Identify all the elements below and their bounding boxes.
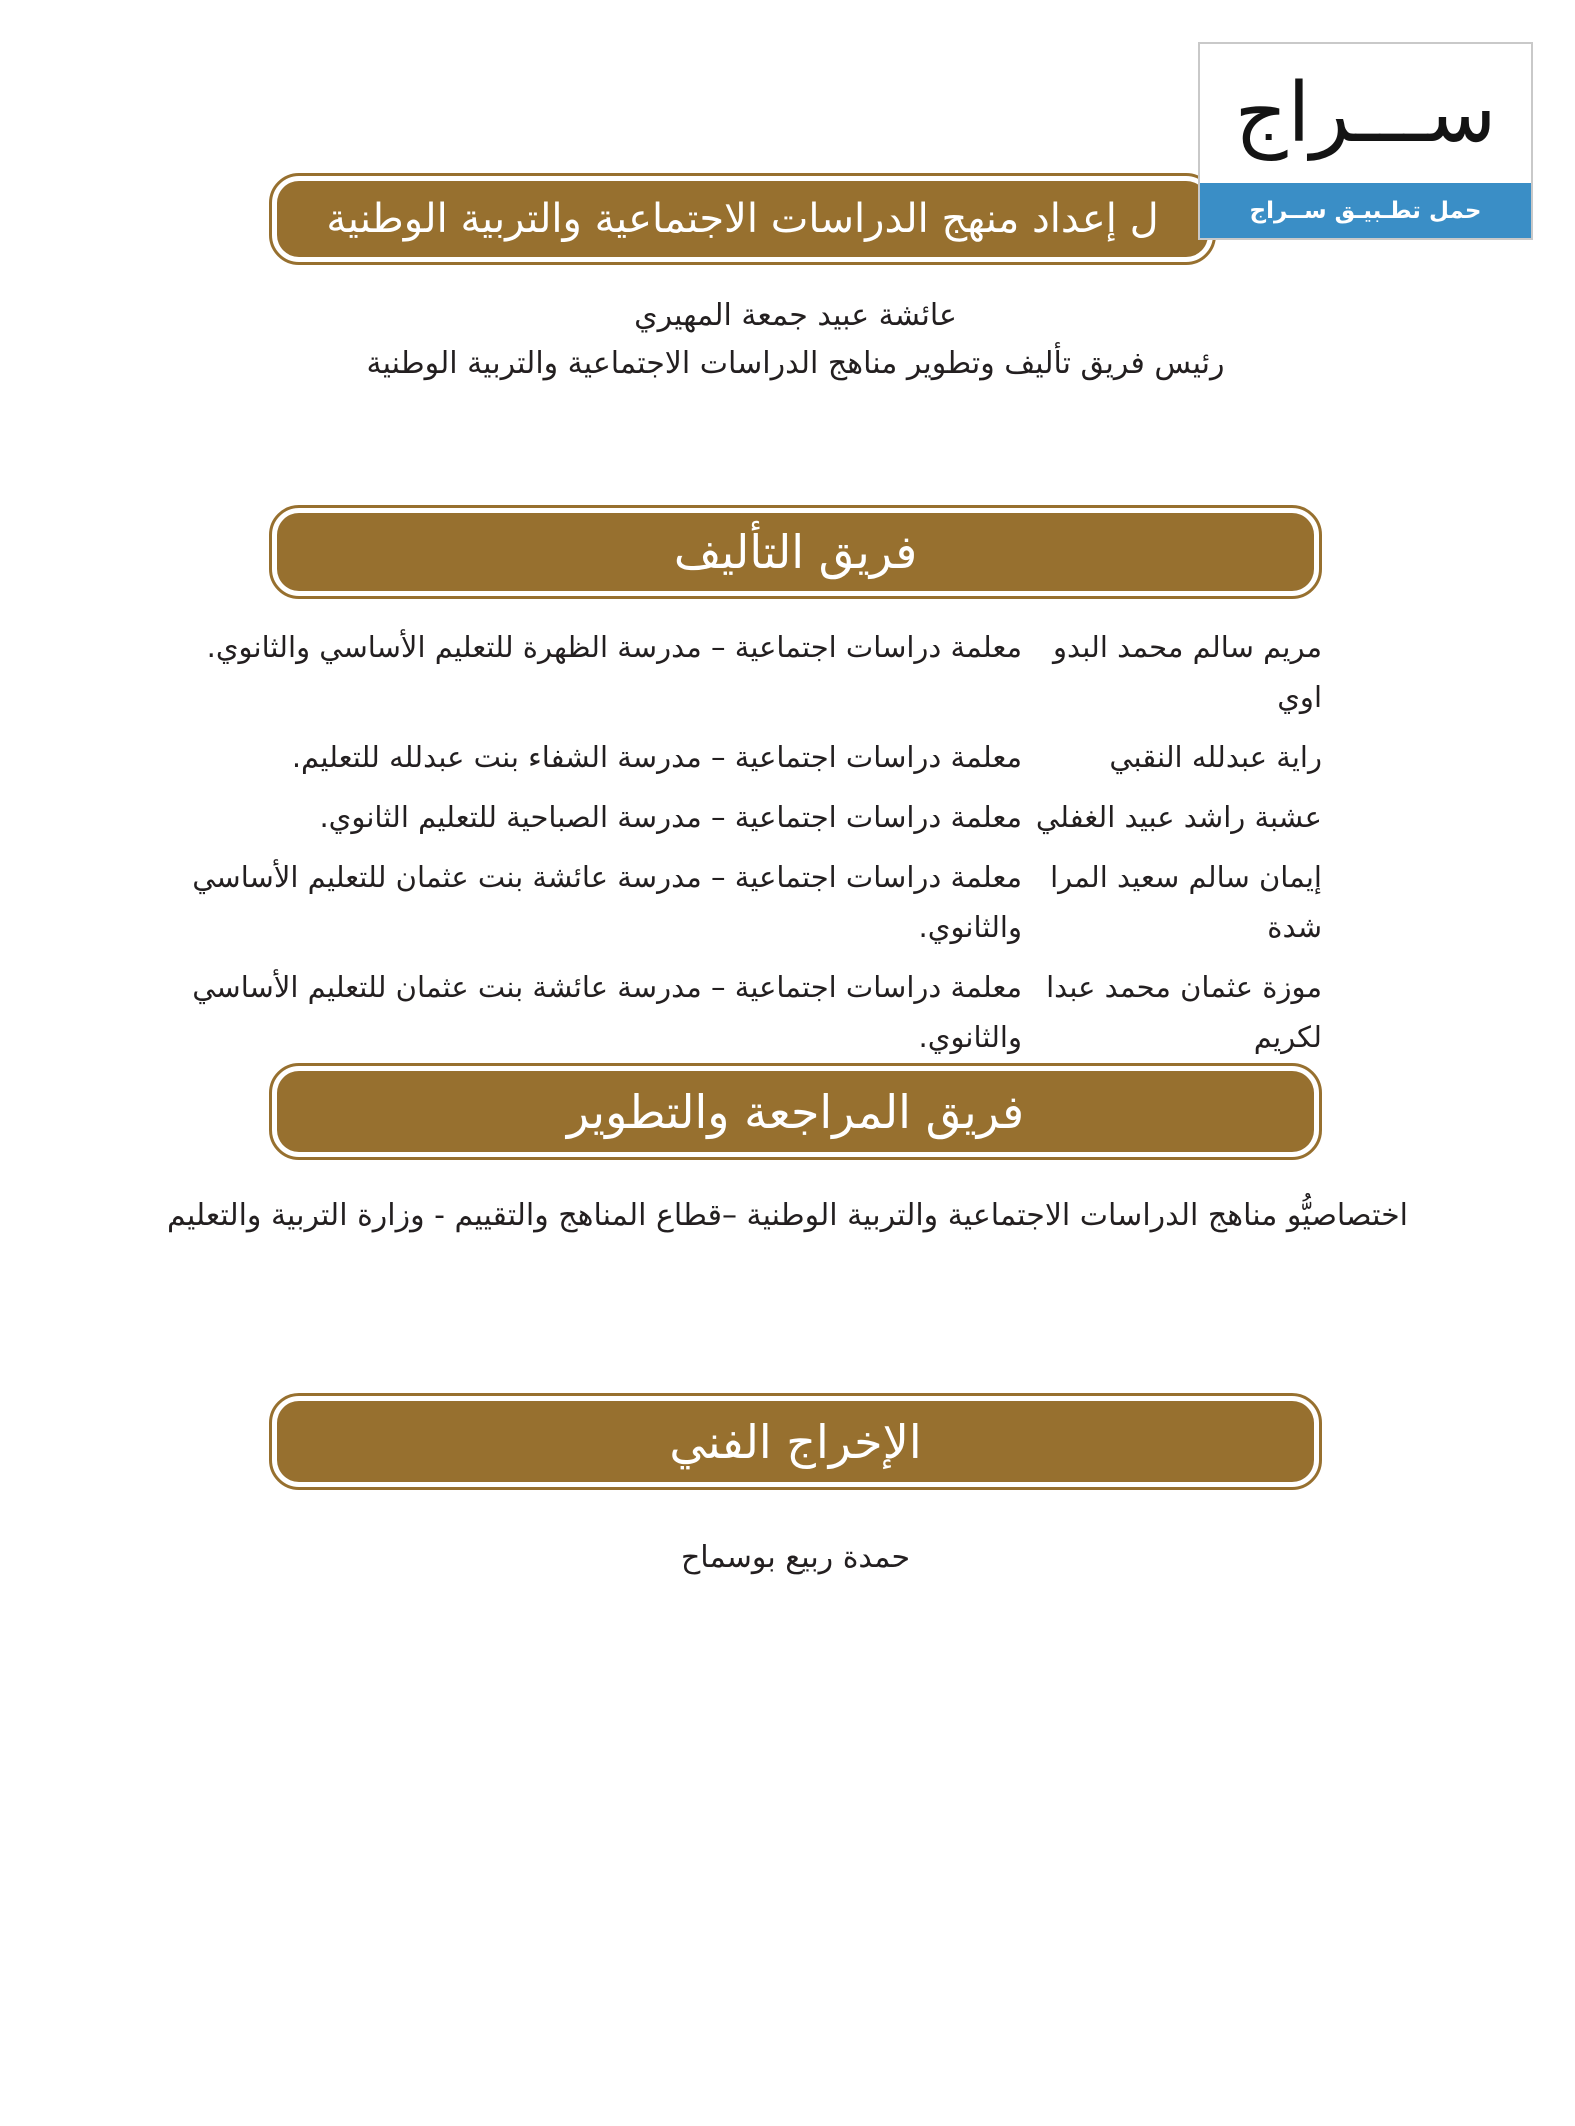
design-credit-name: حمدة ربيع بوسماح xyxy=(680,1540,911,1575)
design-banner xyxy=(269,1393,1322,1490)
reviewers-banner-text: فريق المراجعة والتطوير xyxy=(277,1071,1314,1152)
member-name: موزة عثمان محمد عبدا لكريم xyxy=(1046,970,1322,1054)
siraj-wordmark: ســـراج xyxy=(1234,65,1497,161)
member-role xyxy=(122,622,1022,722)
list-item xyxy=(122,962,1322,1062)
member-role-line: والثانوي. xyxy=(918,1020,1022,1054)
member-role-line: معلمة دراسات اجتماعية – مدرسة عائشة بنت عثمان للتعليم الأساسي xyxy=(192,970,1022,1004)
list-item xyxy=(122,792,1322,842)
member-role xyxy=(122,732,1022,782)
authors-list xyxy=(122,622,1322,1072)
siraj-logo xyxy=(1198,42,1533,240)
member-role-line: والثانوي. xyxy=(918,910,1022,944)
member-role-line: معلمة دراسات اجتماعية – مدرسة الشفاء بنت عبدلله للتعليم. xyxy=(291,740,1022,774)
chief-author-name: عائشة عبيد جمعة المهيري xyxy=(634,298,957,333)
member-role xyxy=(122,792,1022,842)
member-role-line: معلمة دراسات اجتماعية – مدرسة الصباحية للتعليم الثانوي. xyxy=(319,800,1022,834)
member-name: راية عبدلله النقبي xyxy=(1109,740,1322,774)
intro-block xyxy=(269,292,1322,388)
title-banner-text: ل إعداد منهج الدراسات الاجتماعية والتربية الوطنية xyxy=(277,181,1208,257)
member-name: عشبة راشد عبيد الغفلي xyxy=(1035,800,1322,834)
reviewers-body: اختصاصيُّو مناهج الدراسات الاجتماعية والتربية الوطنية –قطاع المناهج والتقييم - وزارة التربية والتعليم xyxy=(166,1198,1408,1233)
member-role xyxy=(122,852,1022,952)
member-role-line: معلمة دراسات اجتماعية – مدرسة الظهرة للتعليم الأساسي والثانوي. xyxy=(206,630,1022,664)
reviewers-banner xyxy=(269,1063,1322,1160)
siraj-tagline: حمل تطـبيـق ســراج xyxy=(1200,183,1531,238)
member-name: إيمان سالم سعيد المرا شدة xyxy=(1050,860,1322,944)
list-item xyxy=(122,852,1322,952)
design-banner-text: الإخراج الفني xyxy=(277,1401,1314,1482)
authors-banner-text: فريق التأليف xyxy=(277,513,1314,591)
title-banner xyxy=(269,173,1216,265)
member-role xyxy=(122,962,1022,1062)
list-item xyxy=(122,732,1322,782)
authors-banner xyxy=(269,505,1322,599)
chief-author-role: رئيس فريق تأليف وتطوير مناهج الدراسات الاجتماعية والتربية الوطنية xyxy=(366,346,1225,381)
member-role-line: معلمة دراسات اجتماعية – مدرسة عائشة بنت عثمان للتعليم الأساسي xyxy=(192,860,1022,894)
member-name: مريم سالم محمد البدو اوي xyxy=(1053,630,1322,714)
list-item xyxy=(122,622,1322,722)
